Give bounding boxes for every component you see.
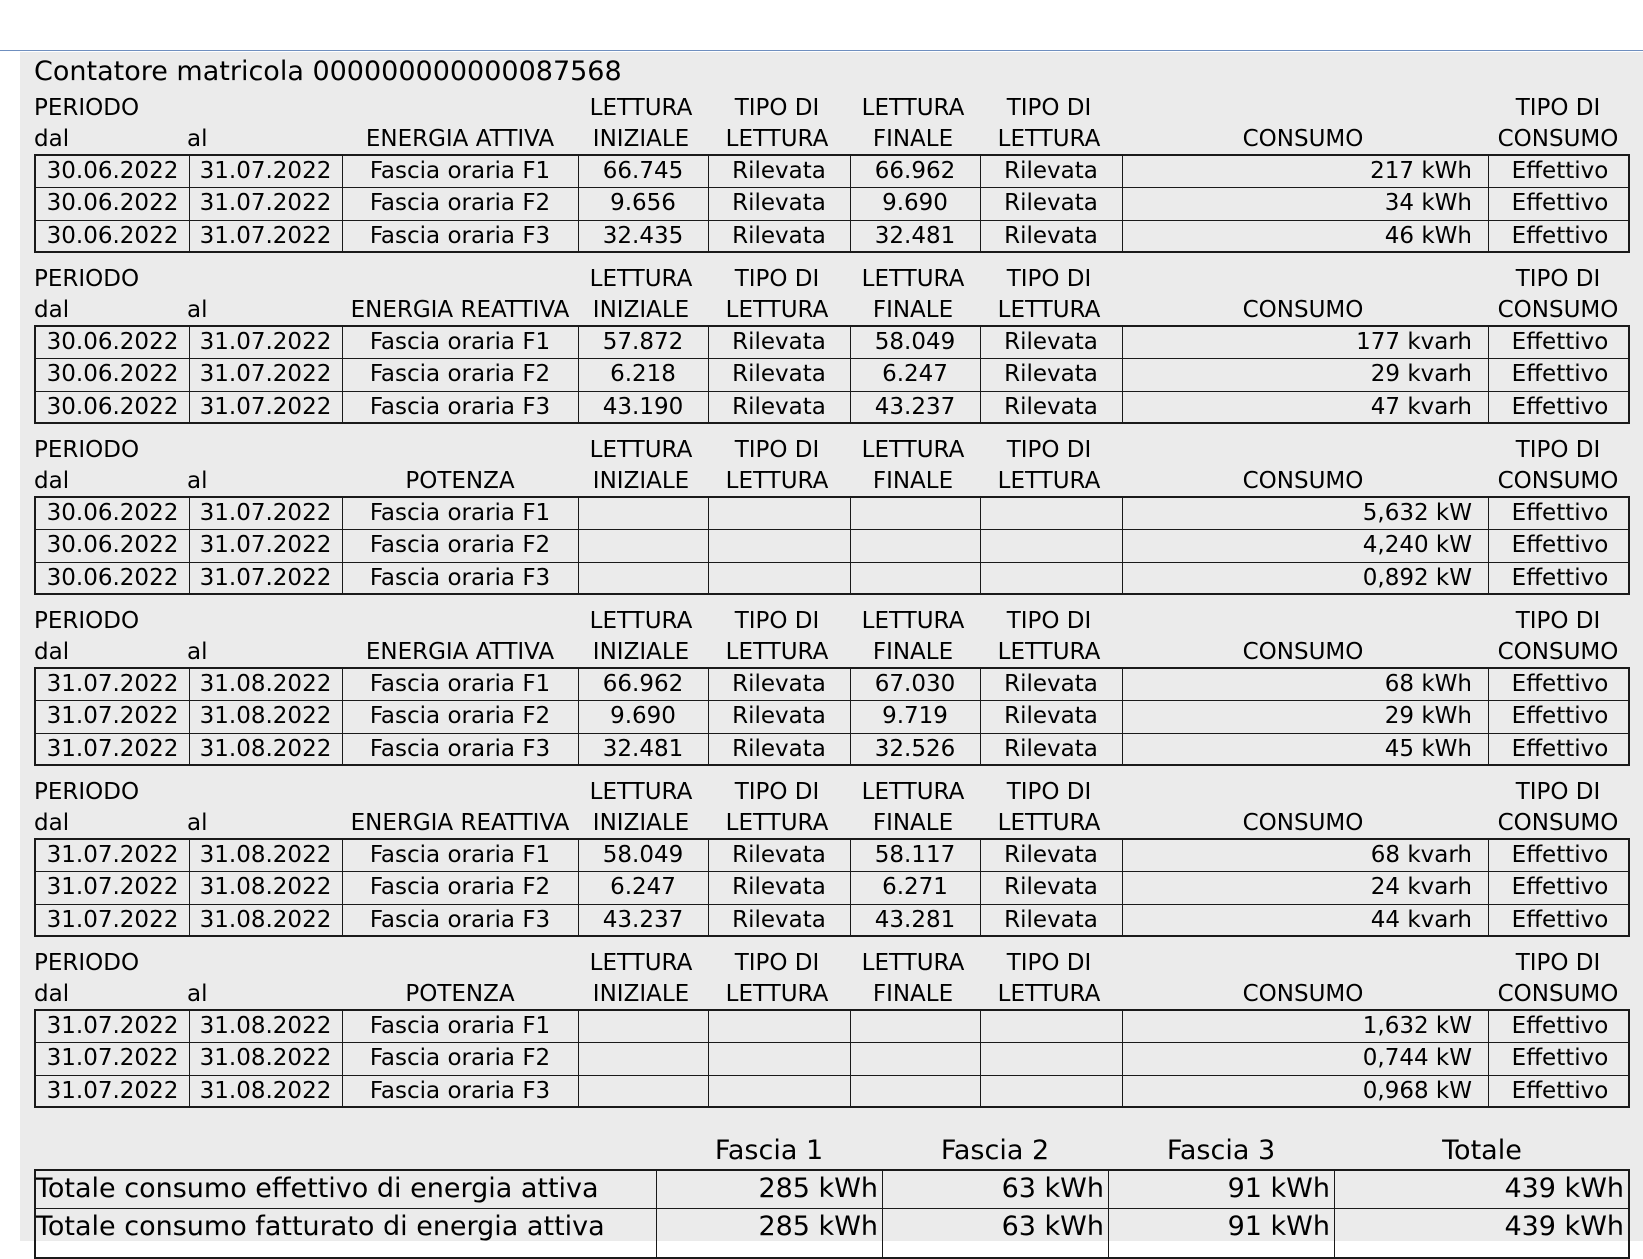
cell-dal: 31.07.2022 [46,671,179,697]
header-lettura-finale: LETTURA [861,95,965,121]
cell-tipo-lettura-finale [980,562,1122,595]
cell-lettura-finale [850,497,980,530]
cell-tipo-consumo: Effettivo [1511,842,1609,868]
header-consumo: CONSUMO [1497,297,1619,323]
cell-fascia: Fascia oraria F3 [369,735,551,762]
cell-dal: 31.07.2022 [46,735,179,762]
cell-al: 31.07.2022 [199,361,332,388]
cell-tipo-consumo: Effettivo [1511,874,1609,901]
cell-al: 31.07.2022 [199,222,332,249]
cell-tipo-lettura-iniziale: Rilevata [732,329,826,355]
header-periodo: PERIODO [34,950,140,976]
cell-consumo: 0,892 kW [1362,564,1472,591]
totals-col-fascia2: Fascia 2 [940,1135,1050,1166]
cell-tipo-consumo: Effettivo [1511,906,1609,933]
header-tipo-consumo: TIPO DI [1515,437,1601,463]
cell-tipo-consumo: Effettivo [1511,564,1609,591]
header-iniziale: INIZIALE [592,126,690,152]
cell-tipo-lettura-finale: Rilevata [1004,735,1098,762]
cell-tipo-lettura-iniziale [708,529,850,562]
cell-tipo-consumo: Effettivo [1511,671,1609,697]
header-category: ENERGIA REATTIVA [350,297,570,323]
header-dal: dal [34,981,70,1007]
cell-consumo: 217 kWh [1370,158,1472,184]
cell-al: 31.07.2022 [199,329,332,355]
header-periodo: PERIODO [34,437,140,463]
cell-tipo-consumo: Effettivo [1511,329,1609,355]
meter-title: Contatore matricola 000000000000087568 [34,56,622,87]
cell-lettura-finale: 66.962 [874,158,956,184]
header-finale: FINALE [872,639,954,665]
header-iniziale: INIZIALE [592,981,690,1007]
cell-tipo-consumo: Effettivo [1511,735,1609,762]
cell-fascia: Fascia oraria F3 [369,222,551,249]
totals-fatturato-f1: 285 kWh [758,1211,878,1242]
cell-tipo-lettura-finale: Rilevata [1004,222,1098,249]
cell-lettura-finale [850,1042,980,1075]
header-lettura-finale: LETTURA [861,437,965,463]
cell-dal: 31.07.2022 [46,1013,179,1039]
header-category: ENERGIA REATTIVA [350,810,570,836]
header-al: al [187,297,208,323]
cell-tipo-lettura-finale [980,1010,1122,1043]
header-consumo: CONSUMO [1497,639,1619,665]
cell-tipo-lettura-iniziale: Rilevata [732,842,826,868]
header-lettura-iniziale: LETTURA [589,950,693,976]
cell-al: 31.08.2022 [199,906,332,933]
header-finale: FINALE [872,468,954,494]
cell-al: 31.08.2022 [199,842,332,868]
cell-dal: 31.07.2022 [46,1077,179,1104]
cell-tipo-consumo: Effettivo [1511,703,1609,730]
header-tipo-lettura-finale: TIPO DI [1006,950,1092,976]
cell-lettura-iniziale: 6.218 [610,361,676,388]
cell-fascia: Fascia oraria F2 [369,703,551,730]
totals-fatturato-totale: 439 kWh [1504,1211,1624,1242]
cell-fascia: Fascia oraria F1 [369,842,551,868]
cell-lettura-finale: 32.526 [874,735,956,762]
header-dal: dal [34,126,70,152]
cell-consumo: 47 kvarh [1370,393,1472,420]
header-lettura: LETTURA [725,126,829,152]
header-consumo: CONSUMO [1242,126,1364,152]
cell-tipo-lettura-finale: Rilevata [1004,190,1098,217]
header-lettura-finale: LETTURA [861,950,965,976]
cell-lettura-iniziale: 66.745 [602,158,684,184]
header-tipo-consumo: TIPO DI [1515,779,1601,805]
cell-lettura-finale: 9.719 [882,703,948,730]
header-lettura-iniziale: LETTURA [589,779,693,805]
cell-tipo-lettura-finale: Rilevata [1004,874,1098,901]
cell-tipo-lettura-iniziale: Rilevata [732,874,826,901]
header-finale: FINALE [872,981,954,1007]
cell-tipo-lettura-iniziale: Rilevata [732,393,826,420]
cell-lettura-finale: 43.281 [874,906,956,933]
header-finale: FINALE [872,297,954,323]
totals-fatturato-f2: 63 kWh [1001,1211,1104,1242]
cell-fascia: Fascia oraria F2 [369,190,551,217]
cell-tipo-consumo: Effettivo [1511,393,1609,420]
cell-fascia: Fascia oraria F2 [369,361,551,388]
cell-lettura-iniziale: 32.435 [602,222,684,249]
cell-lettura-finale: 67.030 [874,671,956,697]
cell-fascia: Fascia oraria F1 [369,1013,551,1039]
cell-lettura-finale: 58.049 [874,329,956,355]
cell-dal: 30.06.2022 [46,222,179,249]
header-tipo-lettura-iniziale: TIPO DI [734,779,820,805]
cell-fascia: Fascia oraria F1 [369,671,551,697]
cell-consumo: 29 kvarh [1370,361,1472,388]
cell-lettura-iniziale: 9.656 [610,190,676,217]
totals-effettivo-f3: 91 kWh [1227,1173,1330,1204]
cell-tipo-lettura-iniziale: Rilevata [732,222,826,249]
header-lettura: LETTURA [725,639,829,665]
cell-tipo-lettura-iniziale: Rilevata [732,703,826,730]
cell-lettura-iniziale: 32.481 [602,735,684,762]
cell-lettura-finale [850,529,980,562]
cell-fascia: Fascia oraria F2 [369,874,551,901]
cell-tipo-consumo: Effettivo [1511,1077,1609,1104]
header-tipo-lettura-iniziale: TIPO DI [734,95,820,121]
header-lettura-finale: LETTURA [861,266,965,292]
header-tipo-lettura-finale: TIPO DI [1006,95,1092,121]
cell-consumo: 1,632 kW [1362,1013,1472,1039]
cell-lettura-iniziale [578,529,708,562]
totals-effettivo-f2: 63 kWh [1001,1173,1104,1204]
totals-effettivo-f1: 285 kWh [758,1173,878,1204]
cell-consumo: 5,632 kW [1362,500,1472,526]
header-periodo: PERIODO [34,608,140,634]
cell-tipo-lettura-finale [980,1042,1122,1075]
cell-al: 31.07.2022 [199,564,332,591]
cell-tipo-consumo: Effettivo [1511,361,1609,388]
cell-lettura-iniziale: 57.872 [602,329,684,355]
cell-tipo-lettura-iniziale [708,562,850,595]
cell-tipo-consumo: Effettivo [1511,500,1609,526]
cell-lettura-finale: 43.237 [874,393,956,420]
cell-tipo-lettura-iniziale [708,1042,850,1075]
cell-tipo-lettura-finale: Rilevata [1004,329,1098,355]
header-al: al [187,126,208,152]
totals-table [34,1169,1630,1259]
readings-table [34,325,1630,424]
header-lettura-finale: LETTURA [861,608,965,634]
readings-table [34,154,1630,253]
cell-dal: 30.06.2022 [46,190,179,217]
cell-dal: 30.06.2022 [46,158,179,184]
cell-fascia: Fascia oraria F3 [369,393,551,420]
cell-al: 31.07.2022 [199,393,332,420]
header-consumo: CONSUMO [1242,810,1364,836]
header-lettura: LETTURA [725,468,829,494]
readings-table [34,1009,1630,1108]
cell-consumo: 177 kvarh [1356,329,1472,355]
cell-tipo-lettura-iniziale: Rilevata [732,671,826,697]
cell-dal: 30.06.2022 [46,329,179,355]
header-consumo: CONSUMO [1497,468,1619,494]
readings-table [34,496,1630,595]
cell-tipo-lettura-finale [980,1075,1122,1108]
cell-lettura-iniziale [578,1010,708,1043]
header-tipo-lettura-finale: TIPO DI [1006,779,1092,805]
header-consumo: CONSUMO [1497,810,1619,836]
cell-lettura-finale: 6.271 [882,874,948,901]
cell-fascia: Fascia oraria F1 [369,500,551,526]
cell-fascia: Fascia oraria F3 [369,1077,551,1104]
cell-al: 31.08.2022 [199,735,332,762]
cell-fascia: Fascia oraria F1 [369,158,551,184]
cell-tipo-lettura-iniziale: Rilevata [732,361,826,388]
cell-lettura-iniziale [578,1042,708,1075]
header-consumo: CONSUMO [1242,297,1364,323]
header-tipo-lettura-iniziale: TIPO DI [734,608,820,634]
header-al: al [187,981,208,1007]
cell-al: 31.08.2022 [199,1045,332,1072]
header-tipo-consumo: TIPO DI [1515,266,1601,292]
cell-lettura-finale: 58.117 [874,842,956,868]
cell-consumo: 0,968 kW [1362,1077,1472,1104]
header-consumo: CONSUMO [1242,639,1364,665]
cell-al: 31.08.2022 [199,703,332,730]
header-consumo: CONSUMO [1497,126,1619,152]
cell-consumo: 68 kWh [1384,671,1472,697]
cell-al: 31.07.2022 [199,190,332,217]
header-lettura: LETTURA [997,297,1101,323]
cell-tipo-consumo: Effettivo [1511,222,1609,249]
cell-lettura-iniziale [578,562,708,595]
cell-consumo: 24 kvarh [1370,874,1472,901]
cell-lettura-finale [850,1075,980,1108]
cell-fascia: Fascia oraria F1 [369,329,551,355]
header-tipo-lettura-iniziale: TIPO DI [734,950,820,976]
top-divider [0,50,1643,51]
totals-col-fascia1: Fascia 1 [714,1135,824,1166]
cell-tipo-lettura-finale [980,529,1122,562]
totals-effettivo-label: Totale consumo effettivo di energia attiva [36,1173,599,1204]
cell-tipo-consumo: Effettivo [1511,532,1609,559]
cell-tipo-lettura-finale: Rilevata [1004,393,1098,420]
header-lettura: LETTURA [997,981,1101,1007]
totals-col-fascia3: Fascia 3 [1166,1135,1276,1166]
header-periodo: PERIODO [34,95,140,121]
cell-dal: 30.06.2022 [46,361,179,388]
cell-tipo-lettura-finale: Rilevata [1004,842,1098,868]
cell-al: 31.08.2022 [199,874,332,901]
cell-dal: 30.06.2022 [46,393,179,420]
header-lettura: LETTURA [997,126,1101,152]
header-iniziale: INIZIALE [592,639,690,665]
header-category: ENERGIA ATTIVA [365,126,555,152]
cell-consumo: 34 kWh [1384,190,1472,217]
header-dal: dal [34,468,70,494]
header-lettura-iniziale: LETTURA [589,266,693,292]
cell-lettura-finale [850,562,980,595]
cell-tipo-lettura-finale: Rilevata [1004,671,1098,697]
cell-tipo-lettura-iniziale: Rilevata [732,906,826,933]
cell-dal: 30.06.2022 [46,564,179,591]
cell-tipo-consumo: Effettivo [1511,1013,1609,1039]
cell-al: 31.07.2022 [199,500,332,526]
cell-tipo-consumo: Effettivo [1511,1045,1609,1072]
cell-consumo: 68 kvarh [1370,842,1472,868]
totals-col-totale: Totale [1442,1135,1522,1166]
cell-tipo-lettura-finale [980,497,1122,530]
cell-lettura-finale: 9.690 [882,190,948,217]
cell-fascia: Fascia oraria F2 [369,1045,551,1072]
header-tipo-consumo: TIPO DI [1515,608,1601,634]
header-al: al [187,468,208,494]
header-lettura-iniziale: LETTURA [589,95,693,121]
cell-al: 31.08.2022 [199,671,332,697]
header-lettura: LETTURA [997,468,1101,494]
header-finale: FINALE [872,126,954,152]
cell-al: 31.08.2022 [199,1077,332,1104]
header-lettura: LETTURA [725,810,829,836]
header-category: POTENZA [405,981,515,1007]
header-finale: FINALE [872,810,954,836]
cell-consumo: 45 kWh [1384,735,1472,762]
cell-lettura-iniziale: 43.237 [602,906,684,933]
cell-lettura-iniziale: 9.690 [610,703,676,730]
cell-lettura-finale: 32.481 [874,222,956,249]
cell-consumo: 46 kWh [1384,222,1472,249]
cell-dal: 31.07.2022 [46,1045,179,1072]
cell-dal: 30.06.2022 [46,500,179,526]
header-consumo: CONSUMO [1242,981,1364,1007]
cell-dal: 31.07.2022 [46,874,179,901]
cell-consumo: 0,744 kW [1362,1045,1472,1072]
cell-tipo-lettura-iniziale: Rilevata [732,158,826,184]
header-lettura: LETTURA [725,981,829,1007]
cell-fascia: Fascia oraria F2 [369,532,551,559]
header-lettura: LETTURA [997,639,1101,665]
header-al: al [187,810,208,836]
cell-lettura-iniziale: 6.247 [610,874,676,901]
cell-tipo-consumo: Effettivo [1511,190,1609,217]
header-lettura: LETTURA [997,810,1101,836]
cell-tipo-lettura-finale: Rilevata [1004,703,1098,730]
header-tipo-lettura-iniziale: TIPO DI [734,437,820,463]
cell-tipo-lettura-finale: Rilevata [1004,158,1098,184]
header-lettura-finale: LETTURA [861,779,965,805]
cell-lettura-iniziale: 66.962 [602,671,684,697]
cell-consumo: 29 kWh [1384,703,1472,730]
header-tipo-consumo: TIPO DI [1515,95,1601,121]
cell-dal: 31.07.2022 [46,842,179,868]
readings-table [34,667,1630,766]
cell-dal: 31.07.2022 [46,906,179,933]
totals-fatturato-label: Totale consumo fatturato di energia attiva [36,1211,605,1242]
cell-tipo-lettura-finale: Rilevata [1004,906,1098,933]
header-lettura-iniziale: LETTURA [589,608,693,634]
cell-consumo: 4,240 kW [1362,532,1472,559]
header-tipo-lettura-finale: TIPO DI [1006,266,1092,292]
cell-tipo-lettura-iniziale: Rilevata [732,190,826,217]
cell-tipo-lettura-iniziale: Rilevata [732,735,826,762]
header-lettura: LETTURA [725,297,829,323]
cell-al: 31.07.2022 [199,158,332,184]
cell-lettura-iniziale [578,497,708,530]
readings-table [34,838,1630,937]
header-dal: dal [34,810,70,836]
header-periodo: PERIODO [34,779,140,805]
header-consumo: CONSUMO [1242,468,1364,494]
totals-effettivo-totale: 439 kWh [1504,1173,1624,1204]
header-category: ENERGIA ATTIVA [365,639,555,665]
header-tipo-lettura-finale: TIPO DI [1006,437,1092,463]
header-dal: dal [34,297,70,323]
cell-lettura-iniziale: 58.049 [602,842,684,868]
header-periodo: PERIODO [34,266,140,292]
header-dal: dal [34,639,70,665]
cell-tipo-consumo: Effettivo [1511,158,1609,184]
cell-dal: 31.07.2022 [46,703,179,730]
header-al: al [187,639,208,665]
header-lettura-iniziale: LETTURA [589,437,693,463]
header-consumo: CONSUMO [1497,981,1619,1007]
header-iniziale: INIZIALE [592,468,690,494]
cell-tipo-lettura-iniziale [708,1010,850,1043]
cell-tipo-lettura-iniziale [708,497,850,530]
cell-consumo: 44 kvarh [1370,906,1472,933]
cell-al: 31.07.2022 [199,532,332,559]
totals-fatturato-f3: 91 kWh [1227,1211,1330,1242]
header-iniziale: INIZIALE [592,810,690,836]
cell-tipo-lettura-finale: Rilevata [1004,361,1098,388]
cell-al: 31.08.2022 [199,1013,332,1039]
header-category: POTENZA [405,468,515,494]
cell-lettura-iniziale: 43.190 [602,393,684,420]
cell-fascia: Fascia oraria F3 [369,564,551,591]
cell-dal: 30.06.2022 [46,532,179,559]
cell-lettura-finale [850,1010,980,1043]
header-tipo-lettura-finale: TIPO DI [1006,608,1092,634]
header-tipo-lettura-iniziale: TIPO DI [734,266,820,292]
cell-tipo-lettura-iniziale [708,1075,850,1108]
header-tipo-consumo: TIPO DI [1515,950,1601,976]
header-iniziale: INIZIALE [592,297,690,323]
cell-fascia: Fascia oraria F3 [369,906,551,933]
cell-lettura-finale: 6.247 [882,361,948,388]
cell-lettura-iniziale [578,1075,708,1108]
